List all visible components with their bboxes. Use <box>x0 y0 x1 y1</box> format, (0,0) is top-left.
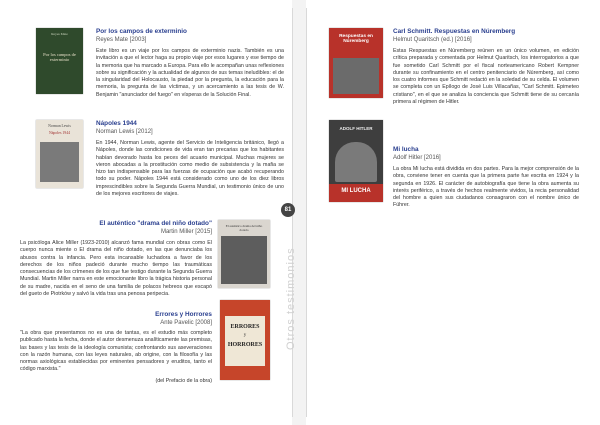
entry-description: La obra Mi lucha está dividida en dos partes. Para la mejor comprensión de la obra, conviene tener en cuenta que la primera parte fue escrita en 1924 y la segunda en 1926. El carácter de autobiografía que tiene la obra aumenta su interés periférico, a través de hechos realmente vividos, la recia personalidad del hombre a quien sus ciudadanos consagraron con el nombre único de Führer. <box>393 166 579 209</box>
entry-description: En 1944, Norman Lewis, agente del Servicio de Inteligencia británico, llegó a Nápoles, donde las condiciones de vida eran tan precarias que los habitantes habían devorado hasta los peces del acuario municipal. Muchas mujeres se vieron abocadas a la prostitución como medio de subsistencia y la mafia se hizo tan indispensable para las fuerzas de ocupación que acabó recuperando todo su poder. Nápoles 1944 está considerado como uno de los diez libros imprescindibles sobre la Segunda Guerra Mundial, un testimonio único de uno de los mejores escritores de viajes. <box>96 140 284 198</box>
entry-author: Helmut Quaritsch (ed.) [2016] <box>393 37 472 43</box>
cover-errores-horrores <box>220 300 270 380</box>
cover-title: MI LUCHA <box>341 188 371 194</box>
cover-portrait <box>335 142 377 182</box>
entry-author: Ante Pavelic [2008] <box>160 320 212 326</box>
entry-title: Carl Schmitt. Respuestas en Núremberg <box>393 28 516 35</box>
cover-title-top: ERRORES <box>230 324 260 330</box>
cover-photo <box>40 142 79 182</box>
left-page <box>10 8 293 417</box>
cover-napoles <box>36 120 83 188</box>
entry-author: Norman Lewis [2012] <box>96 129 153 135</box>
cover-photo <box>333 58 379 94</box>
cover-title: Respuestas en Núremberg <box>339 34 373 44</box>
entry-quote: "La obra que presentamos no es una de tantas, es el estudio más completo publicado hasta la fecha, donde el autor desmenuza analíticamente las premisas, las bases y las tesis de la ideología comunista; confrontando sus aseveraciones con la razón humana, con las leyes naturales, ab origine, con la filosofía y las normas axiológicas establecidas por eminentes pensadores y eruditos, tanto el código marxista." <box>20 330 212 373</box>
entry-author: Reyes Mate [2003] <box>96 37 147 43</box>
entry-title: Errores y Horrores <box>155 311 212 318</box>
entry-description: Este libro es un viaje por los campos de exterminio nazis. También es una invitación a que el lector haga su propio viaje por esos lugares y ese tiempo de la memoria que ha marcado a Europa. Para ello le acompañan unas reflexiones sobre su significación y la actualidad de algunos de sus temas ineludibles: el de la singularidad del Holocausto, la piedad por la pregunta, la educación para la memoria, la pregunta de las víctimas, y un acercamiento a las tesis de W. Benjamin "anunciador del fuego" en vísperas de la Solución Final. <box>96 48 284 98</box>
entry-description: Estas Respuestas en Núremberg reúnen en un único volumen, en edición crítica preparada y comentada por Helmut Quaritsch, los interrogatorios a que fue sometido Carl Schmitt por el fiscal norteamericano Robert Kempner durante su confinamiento en el centro penitenciario de Núremberg, así como los cuatro informes que Schmitt redactó en la soledad de su celda. El volumen se completa con un Epílogo de José Luis Villacañas, "Carl Schmitt. Epimeteo cristiano", en el que se analiza la conciencia que Schmitt tiene de su cercanía primera al régimen de Hitler. <box>393 48 579 106</box>
section-label-bottom: Otros testimonios <box>285 247 297 350</box>
cover-respuestas-nuremberg <box>329 28 383 98</box>
entry-author: Martin Miller [2015] <box>160 229 212 235</box>
cover-author: ADOLF HITLER <box>339 126 373 131</box>
cover-title: El auténtico drama del niño dotado <box>225 224 263 232</box>
entry-title: Nápoles 1944 <box>96 120 137 127</box>
cover-photo <box>221 236 267 284</box>
cover-title-mid: y <box>243 333 247 338</box>
entry-author: Adolf Hitler [2016] <box>393 155 441 161</box>
entry-title: El auténtico "drama del niño dotado" <box>99 220 212 227</box>
cover-author: Reyes Mate <box>51 32 68 36</box>
right-page <box>306 8 593 417</box>
page-number-left: 81 <box>281 203 295 217</box>
quote-source: (del Prefacio de la obra) <box>155 377 212 384</box>
cover-title-bottom: HORRORES <box>227 342 263 348</box>
entry-description: La psicóloga Alice Miller (1923-2010) alcanzó fama mundial con obras como El cuerpo nunca miente o El drama del niño dotado, en las que denunciaba los abusos contra la infancia. Pero esta incansable luchadora a favor de los derechos de los niños padeció durante mucho tiempo las traumáticas consecuencias de los crímenes de los que fue testigo durante la Segunda Guerra Mundial. Martin Miller narra en este emocionante libro la trágica historia personal de su madre, nacida en el seno de una familia de polacos hebreos que escapó del gueto de Piotrków y salvó la vida tras una penosa peripecia. <box>20 240 212 298</box>
cover-mi-lucha <box>329 120 383 202</box>
cover-author: Norman Lewis <box>48 124 71 128</box>
cover-drama-nino <box>218 220 270 288</box>
entry-title: Mi lucha <box>393 146 419 153</box>
cover-title: Nápoles 1944 <box>49 131 70 135</box>
cover-por-los-campos <box>36 28 83 94</box>
entry-title: Por los campos de exterminio <box>96 28 187 35</box>
cover-title: Por los campos de exterminio <box>43 52 76 62</box>
